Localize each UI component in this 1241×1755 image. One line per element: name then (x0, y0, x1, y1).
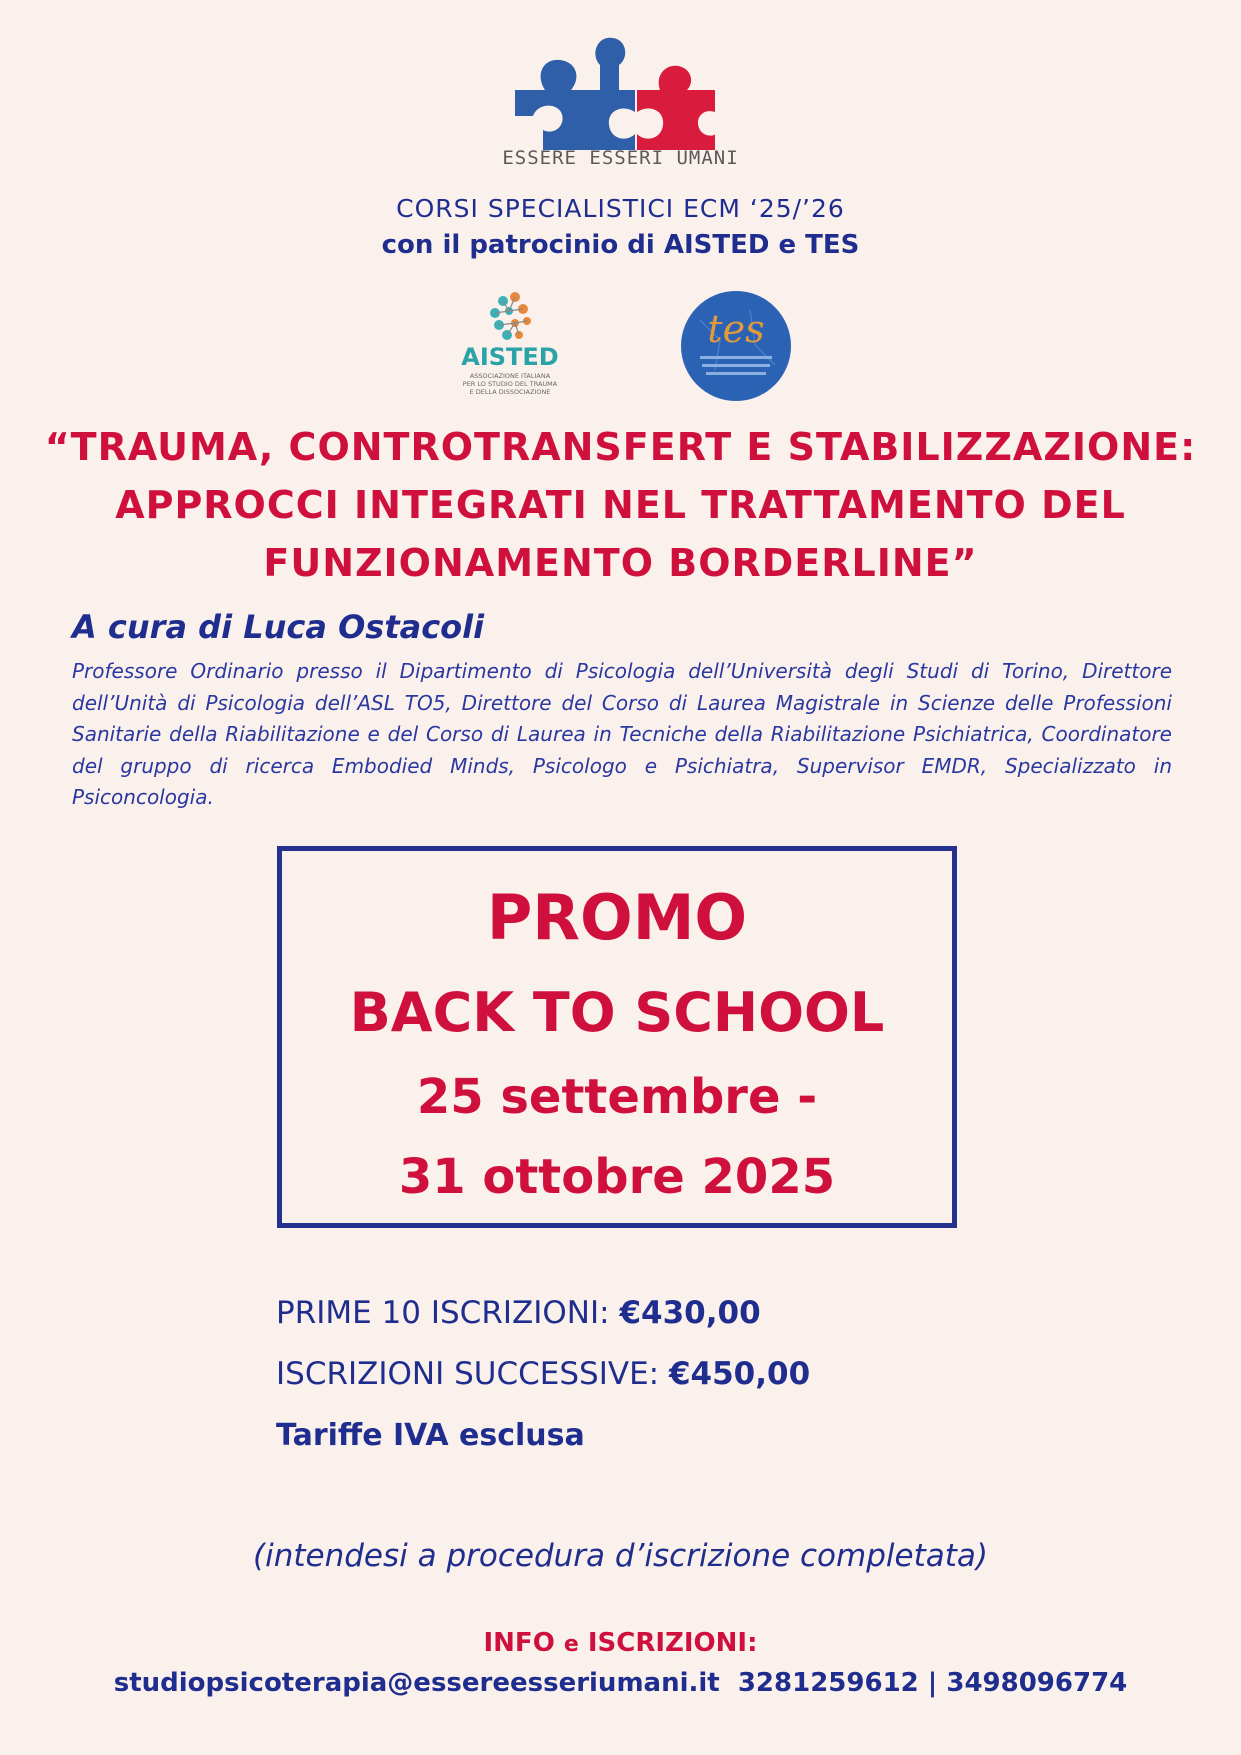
course-title (0, 418, 1241, 592)
red-puzzle-piece (637, 66, 715, 150)
contact-phones[interactable]: 3281259612 | 3498096774 (737, 1668, 1128, 1698)
info-title-a: INFO (483, 1628, 555, 1658)
promo-name: BACK TO SCHOOL (349, 981, 885, 1044)
price-first-label: PRIME 10 ISCRIZIONI: (276, 1295, 610, 1331)
patronage-line: con il patrocinio di AISTED e TES (381, 230, 860, 260)
contact-line (0, 1668, 1241, 1698)
price-next-value: €450,00 (668, 1356, 811, 1392)
price-first-value: €430,00 (619, 1295, 761, 1331)
curator-name: A cura di Luca Ostacoli (72, 608, 485, 646)
brain-network-icon (490, 292, 531, 340)
aisted-subtitle-1: ASSOCIAZIONE ITALIANA (469, 372, 551, 380)
aisted-name: AISTED (461, 343, 559, 371)
info-title-b: ISCRIZIONI: (587, 1628, 758, 1658)
promo-label: PROMO (486, 881, 748, 954)
curator-bio: Professore Ordinario presso il Dipartimento di Psicologia dell’Università degli Studi di Torino, Direttore dell’Unità di Psicologia dell’ASL TO5, Direttore del Corso di Laurea Magistrale in Scienze delle Professioni Sanitarie della Riabilitazione e del Corso di Laurea in Tecniche della Riabilitazione Psichiatrica, Coordinatore del gruppo di ricerca Embodied Minds, Psicologo e Psichiatra, Supervisor EMDR, Specializzato in Psiconcologia. (72, 659, 1172, 809)
promo-end-date: 31 ottobre 2025 (398, 1149, 836, 1205)
promo-box (277, 846, 957, 1228)
blue-puzzle-piece (515, 38, 635, 150)
promo-start-date: 25 settembre - (416, 1069, 818, 1125)
course-title-line: “TRAUMA, CONTROTRANSFERT E STABILIZZAZIONE: (44, 425, 1197, 469)
tes-logo (680, 290, 792, 402)
course-title-line: FUNZIONAMENTO BORDERLINE” (263, 541, 978, 585)
info-title-and: e (563, 1632, 579, 1657)
aisted-logo (455, 285, 565, 405)
price-next-registrations (276, 1356, 810, 1392)
contact-email[interactable]: studiopsicoterapia@essereesseriumani.it (113, 1668, 720, 1698)
tes-name: tes (707, 307, 765, 351)
info-title (0, 1628, 1241, 1658)
registration-condition: (intendesi a procedura d’iscrizione completata) (253, 1538, 988, 1574)
aisted-subtitle-2: PER LO STUDIO DEL TRAUMA (462, 380, 558, 388)
vat-note: Tariffe IVA esclusa (276, 1418, 585, 1453)
course-title-line: APPROCCI INTEGRATI NEL TRATTAMENTO DEL (115, 483, 1126, 527)
aisted-subtitle-3: E DELLA DISSOCIAZIONE (469, 388, 551, 396)
brand-name: ESSERE ESSERI UMANI (502, 147, 739, 169)
course-series: CORSI SPECIALISTICI ECM ‘25/’26 (396, 194, 845, 223)
price-next-label: ISCRIZIONI SUCCESSIVE: (276, 1356, 660, 1392)
price-first-registrations (276, 1295, 761, 1331)
